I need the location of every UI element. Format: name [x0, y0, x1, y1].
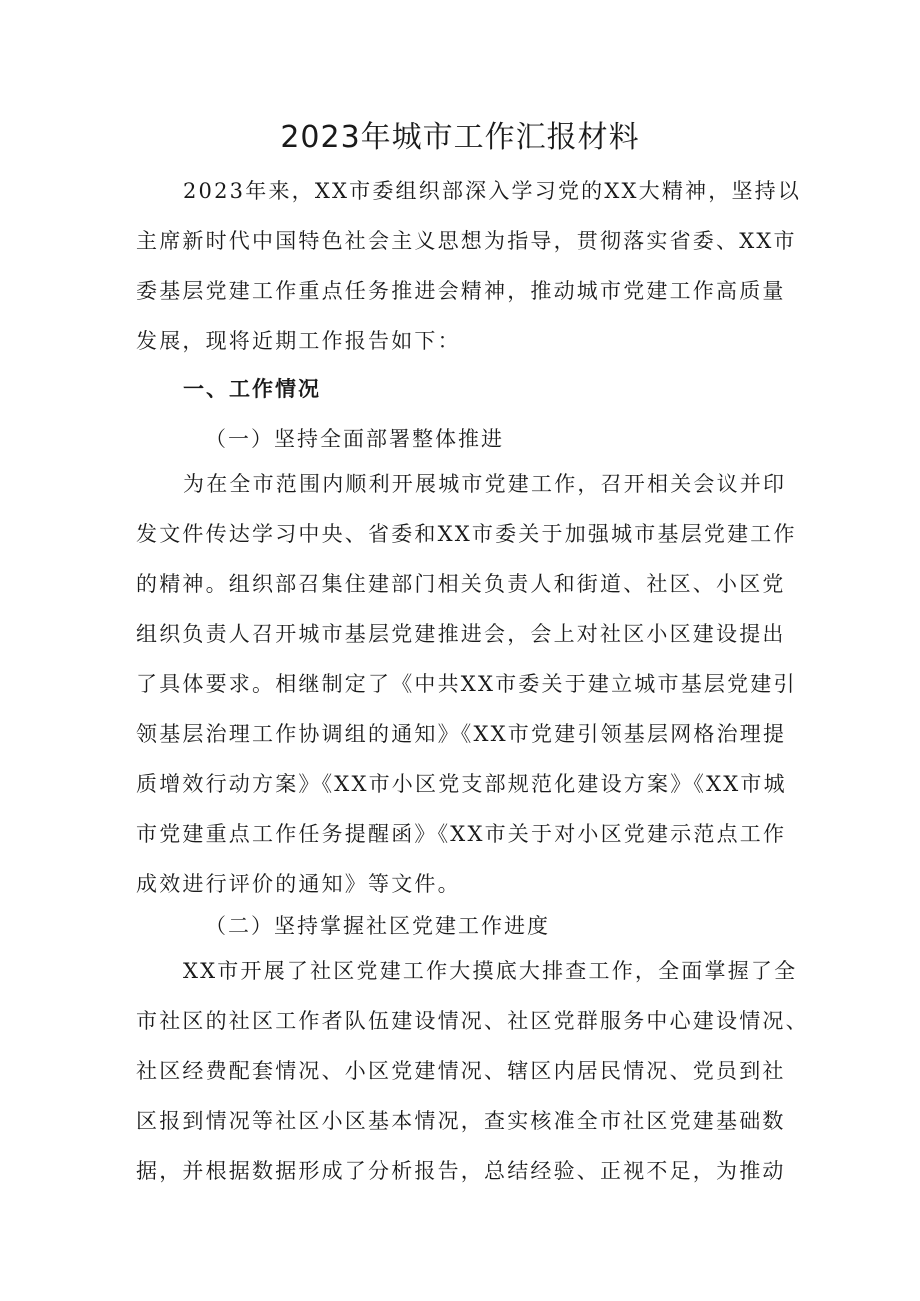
paragraph-line: 领基层治理工作协调组的通知》《XX市党建引领基层网格治理提 [136, 722, 787, 746]
paragraph-line: 据，并根据数据形成了分析报告，总结经验、正视不足，为推动 [136, 1159, 786, 1183]
paragraph-line: XX市开展了社区党建工作大摸底大排查工作，全面掌握了全 [183, 959, 798, 983]
section-heading: 一、工作情况 [183, 377, 321, 401]
paragraph-line: 社区经费配套情况、小区党建情况、辖区内居民情况、党员到社 [136, 1059, 786, 1083]
document-title: 2023年城市工作汇报材料 [280, 120, 640, 155]
paragraph-line: 质增效行动方案》《XX市小区党支部规范化建设方案》《XX市城 [136, 772, 787, 796]
intro-line-4: 发展，现将近期工作报告如下： [136, 329, 461, 353]
paragraph-line: 了具体要求。相继制定了《中共XX市委关于建立城市基层党建引 [136, 672, 797, 696]
subsection-heading-2: （二）坚持掌握社区党建工作进度 [205, 914, 550, 938]
paragraph-line: 发文件传达学习中央、省委和XX市委关于加强城市基层党建工作 [136, 522, 797, 546]
paragraph-line: 成效进行评价的通知》等文件。 [136, 872, 461, 896]
paragraph-line: 的精神。组织部召集住建部门相关负责人和街道、社区、小区党 [136, 572, 786, 596]
paragraph-line: 为在全市范围内顺利开展城市党建工作，召开相关会议并印 [183, 472, 787, 496]
intro-line-2: 主席新时代中国特色社会主义思想为指导，贯彻落实省委、XX市 [136, 229, 797, 253]
subsection-heading-1: （一）坚持全面部署整体推进 [205, 427, 504, 451]
intro-line-1: 2023年来，XX市委组织部深入学习党的XX大精神，坚持以 [183, 179, 802, 203]
intro-line-3: 委基层党建工作重点任务推进会精神，推动城市党建工作高质量 [136, 279, 786, 303]
paragraph-line: 市社区的社区工作者队伍建设情况、社区党群服务中心建设情况、 [136, 1009, 809, 1033]
paragraph-line: 组织负责人召开城市基层党建推进会，会上对社区小区建设提出 [136, 622, 786, 646]
paragraph-line: 市党建重点工作任务提醒函》《XX市关于对小区党建示范点工作 [136, 822, 787, 846]
paragraph-line: 区报到情况等社区小区基本情况，查实核准全市社区党建基础数 [136, 1109, 786, 1133]
